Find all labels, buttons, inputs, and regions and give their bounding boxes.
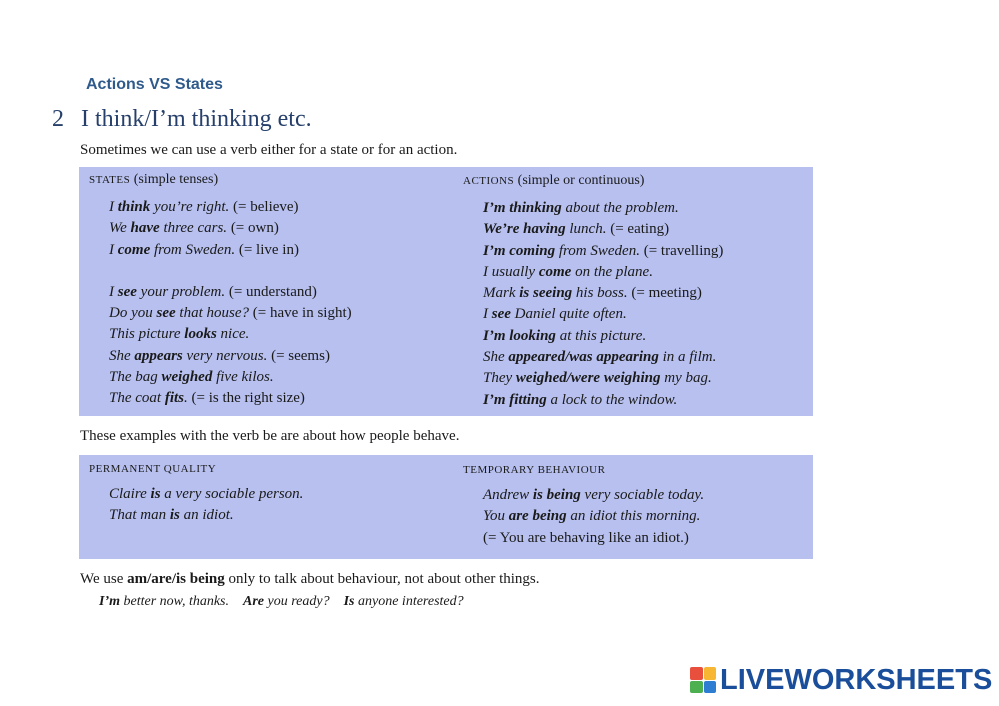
states-actions-panel — [79, 167, 813, 416]
states-header — [89, 172, 218, 188]
sentence-part: (= You are behaving like an idiot.) — [483, 529, 689, 546]
example-sentence — [483, 326, 723, 347]
example-phrase — [99, 594, 229, 609]
verb-form: come — [117, 241, 151, 258]
example-sentence — [483, 485, 704, 506]
example-sentence — [109, 346, 352, 367]
being-rule-bold: am/are/is being — [127, 571, 225, 587]
example-sentence — [483, 347, 723, 368]
sentence-part: very sociable today. — [580, 487, 705, 503]
sentence-part: The coat — [109, 390, 165, 407]
logo-square-4 — [704, 681, 717, 694]
sentence-part: I — [109, 199, 118, 215]
example-sentence — [109, 484, 303, 505]
verb-form: I’m thinking — [483, 200, 562, 216]
sentence-part: They — [483, 370, 516, 387]
sentence-part: you ready? — [264, 594, 330, 609]
verb-form: I’m fitting — [483, 391, 547, 408]
unit-number: 2 — [52, 106, 64, 132]
temporary-header — [463, 462, 605, 478]
example-sentence — [483, 506, 704, 527]
sentence-part: She — [483, 349, 509, 366]
verb-form: I’m coming — [483, 242, 556, 259]
sentence-part: (= live in) — [238, 241, 299, 258]
verb-form: We’re having — [483, 221, 566, 238]
sentence-part: on the plane. — [571, 263, 653, 280]
example-sentence — [483, 390, 723, 411]
unit-title: I think/I’m thinking etc. — [81, 106, 312, 132]
sentence-part: his boss. — [572, 285, 632, 302]
sentence-part: This picture — [109, 326, 185, 343]
example-sentence — [109, 218, 352, 239]
sentence-part: That man — [109, 507, 170, 524]
temporary-examples — [483, 485, 704, 549]
sentence-part: I — [483, 306, 492, 323]
permanent-examples — [109, 484, 303, 527]
sentence-part: an idiot this morning. — [566, 508, 701, 525]
sentence-part: I — [109, 283, 118, 300]
example-sentence — [109, 282, 352, 303]
permanent-header-label: PERMANENT QUALITY — [89, 463, 217, 475]
example-sentence — [109, 261, 352, 282]
verb-form: looks — [184, 326, 217, 343]
sentence-part: I usually — [483, 263, 539, 280]
sentence-part: nice. — [216, 326, 250, 343]
example-sentence — [483, 283, 723, 304]
verb-form: think — [117, 199, 151, 215]
sentence-part: (= have in sight) — [252, 305, 352, 322]
sentence-part: (= meeting) — [631, 285, 702, 302]
verb-form: fits — [164, 390, 184, 407]
example-sentence — [483, 368, 723, 389]
sentence-part: three cars. — [159, 220, 231, 237]
verb-form: is — [150, 486, 161, 502]
verb-form: I’m looking — [483, 327, 556, 344]
sentence-part: (= eating) — [610, 221, 670, 238]
sentence-part: in a film. — [658, 349, 717, 366]
being-rule-pre: We use — [80, 571, 128, 587]
sentence-part: The bag — [109, 369, 162, 386]
be-panel — [79, 455, 813, 559]
being-rule-post: only to talk about behaviour, not about other things. — [224, 571, 540, 587]
example-sentence — [483, 219, 723, 240]
sentence-part: Mark — [483, 285, 520, 302]
verb-form: Is — [343, 594, 355, 609]
actions-header-note: (simple or continuous) — [514, 173, 645, 188]
verb-form: appeared/was appearing — [508, 349, 659, 366]
sentence-part: lunch. — [565, 221, 611, 238]
sentence-part: about the problem. — [561, 200, 679, 216]
example-sentence — [483, 528, 704, 549]
temporary-header-label: TEMPORARY BEHAVIOUR — [463, 464, 606, 476]
example-sentence — [109, 324, 352, 345]
topic-title: Actions VS States — [86, 76, 223, 93]
sentence-part: (= understand) — [228, 283, 317, 300]
sentence-part: Andrew — [483, 487, 533, 503]
example-sentence — [483, 304, 723, 325]
states-header-note: (simple tenses) — [130, 172, 219, 187]
sentence-part: you’re right. — [150, 199, 234, 215]
verb-form: appears — [134, 347, 183, 364]
sentence-part: a very sociable person. — [160, 486, 304, 502]
verb-form: is — [169, 507, 180, 524]
logo-mark-icon — [690, 667, 716, 693]
actions-header-label: ACTIONS — [463, 175, 515, 187]
permanent-header — [89, 461, 216, 477]
actions-examples — [483, 198, 723, 411]
example-sentence — [109, 505, 303, 526]
sentence-part: (= travelling) — [643, 242, 724, 259]
example-phrase — [243, 594, 330, 609]
sentence-part: You — [483, 508, 509, 525]
liveworksheets-logo — [690, 664, 992, 696]
sentence-part: better now, thanks. — [120, 594, 230, 609]
sentence-part: five kilos. — [212, 369, 274, 386]
sentence-part: from Sweden. — [555, 242, 644, 259]
actions-header — [463, 173, 644, 189]
example-sentence — [483, 262, 723, 283]
verb-form: Are — [243, 594, 265, 609]
sentence-part: . — [184, 390, 192, 407]
sentence-part: Daniel quite often. — [510, 306, 627, 323]
sentence-part: your problem. — [136, 283, 229, 300]
example-sentence — [109, 197, 352, 218]
intro-text: Sometimes we can use a verb either for a state or for an action. — [80, 142, 458, 158]
verb-form: are being — [508, 508, 567, 525]
sentence-part: We — [109, 220, 131, 237]
sentence-part: from Sweden. — [150, 241, 239, 258]
logo-square-2 — [704, 667, 717, 680]
sentence-part: Claire — [109, 486, 151, 502]
verb-form: I’m — [99, 594, 120, 609]
sentence-part: (= own) — [230, 220, 279, 237]
example-sentence — [109, 240, 352, 261]
states-header-label: STATES — [89, 174, 131, 186]
verb-form: see — [117, 283, 137, 300]
being-rule-text — [80, 571, 540, 588]
verb-form: see — [491, 306, 511, 323]
be-intro-text: These examples with the verb be are about how people behave. — [80, 428, 460, 444]
sentence-part: (= seems) — [271, 347, 330, 364]
verb-form: have — [130, 220, 160, 237]
example-phrase — [344, 594, 464, 609]
verb-form: see — [156, 305, 176, 322]
sentence-part: Do you — [109, 305, 157, 322]
example-sentence — [483, 198, 723, 219]
example-phrases — [99, 594, 464, 610]
states-examples — [109, 197, 352, 410]
sentence-part: a lock to the window. — [546, 391, 678, 408]
example-sentence — [109, 303, 352, 324]
example-sentence — [483, 241, 723, 262]
sentence-part: anyone interested? — [354, 594, 464, 609]
sentence-part: (= is the right size) — [191, 390, 305, 407]
verb-form: weighed/were weighing — [515, 370, 661, 387]
example-sentence — [109, 367, 352, 388]
logo-square-1 — [690, 667, 703, 680]
sentence-part: my bag. — [660, 370, 712, 387]
verb-form: is seeing — [519, 285, 573, 302]
example-sentence — [109, 388, 352, 409]
sentence-part: She — [109, 347, 135, 364]
sentence-part: that house? — [175, 305, 253, 322]
logo-text: LIVEWORKSHEETS — [720, 663, 993, 696]
verb-form: weighed — [161, 369, 213, 386]
sentence-part: an idiot. — [179, 507, 234, 524]
sentence-part: at this picture. — [555, 327, 647, 344]
sentence-part: very nervous. — [182, 347, 272, 364]
sentence-part: I — [109, 241, 118, 258]
sentence-part: (= believe) — [233, 199, 299, 215]
verb-form: is being — [532, 487, 581, 503]
verb-form: come — [538, 263, 572, 280]
logo-square-3 — [690, 681, 703, 694]
